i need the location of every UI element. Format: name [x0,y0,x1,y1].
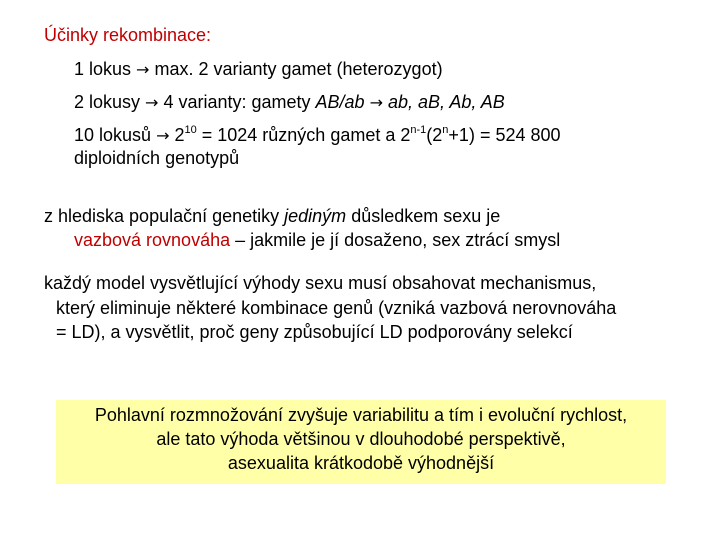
text-segment: 2 lokusy [74,92,146,112]
right-arrow-icon: → [145,93,159,112]
paragraph-model-line1: každý model vysvětlující výhody sexu musí obsahovat mechanismus, [44,273,597,293]
paragraph-population-genetics-continued [74,229,560,251]
text-segment: – jakmile je jí dosaženo, sex ztrácí smysl [230,230,561,250]
summary-line-2: ale tato výhoda většinou v dlouhodobé perspektivě, [156,429,566,449]
text-segment: (2 [426,125,443,145]
text-segment: důsledkem sexu je [346,206,501,226]
paragraph-model-line2: který eliminuje některé kombinace genů (vzniká vazbová nerovnováha [56,298,617,318]
exponent: 10 [184,124,197,136]
text-segment: z hlediska populační genetiky [44,206,285,226]
paragraph-model-line3: = LD), a vysvětlit, proč geny způsobující LD podporovány selekcí [56,322,573,342]
text-segment: 2 [169,125,185,145]
text-segment: 4 varianty: gamety [158,92,316,112]
exponent: n [442,124,449,136]
summary-box [56,400,666,484]
summary-line-1: Pohlavní rozmnožování zvyšuje variabilitu a tím i evoluční rychlost, [94,405,628,425]
bullet-ten-loci-continued: diploidních genotypů [74,148,240,168]
emphasis-word: jediným [284,206,347,226]
right-arrow-icon: → [369,93,383,112]
paragraph-population-genetics [44,205,500,227]
text-segment: +1) = 524 800 [448,125,561,145]
bullet-ten-loci [74,124,561,147]
bullet-one-locus [74,58,443,81]
gamete-list: ab, aB, Ab, AB [383,92,505,112]
text-segment: 10 lokusů [74,125,157,145]
exponent: n-1 [410,124,427,136]
highlight-term: vazbová rovnováha [74,230,231,250]
right-arrow-icon: → [156,126,170,145]
text-segment: max. 2 varianty gamet (heterozygot) [149,59,443,79]
slide-heading: Účinky rekombinace: [44,25,212,45]
right-arrow-icon: → [136,60,150,79]
text-segment: = 1024 různých gamet a 2 [196,125,411,145]
text-segment: 1 lokus [74,59,137,79]
bullet-two-loci [74,91,505,114]
gamete-notation: AB/ab [315,92,365,112]
summary-line-3: asexualita krátkodobě výhodnější [227,453,495,473]
